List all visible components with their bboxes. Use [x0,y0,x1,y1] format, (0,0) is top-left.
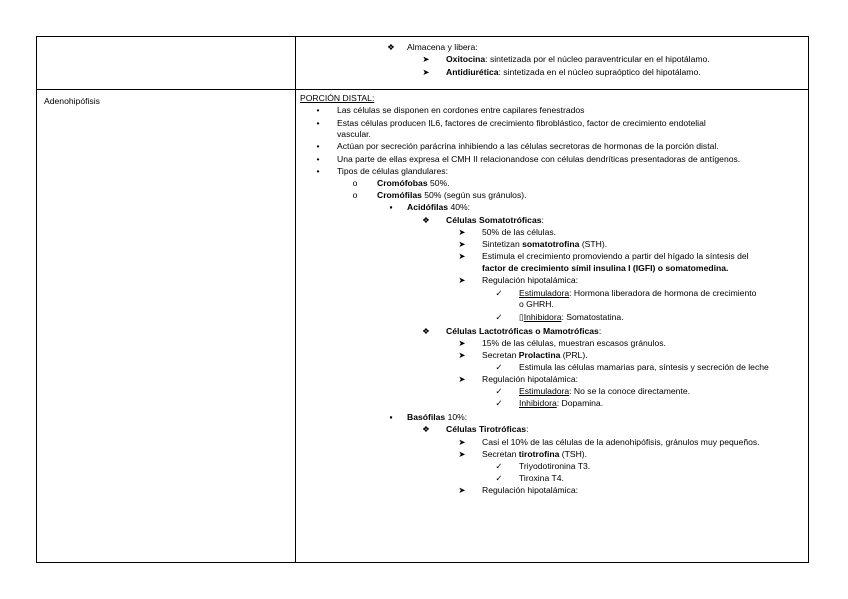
text-segment: 10%: [445,412,468,422]
text-segment: Secretan [482,350,519,360]
row-label-adenohipofisis: Adenohipófisis [44,96,100,106]
bullet-icon: ▪ [389,202,393,212]
column-divider [295,37,296,562]
bullet-icon: ❖ [387,42,395,52]
text-segment: : [598,326,602,336]
text-segment: Tiroxina T4. [519,473,564,483]
content-line [482,350,588,361]
content-line [407,42,478,53]
text-segment: Regulación hipotalámica: [482,275,579,285]
content-line [337,118,706,129]
bullet-icon: ➤ [422,67,430,77]
content-line [482,263,728,274]
bullet-icon: ✓ [495,398,503,408]
content-line [482,485,578,496]
content-line [482,275,578,286]
content-line [407,202,470,213]
bullet-icon: • [316,105,320,115]
content-line [446,215,544,226]
text-segment: Las células se disponen en cordones entre capilares fenestrados [337,105,585,115]
bullet-icon: ✓ [495,312,503,322]
text-segment: Secretan [482,449,519,459]
content-line [519,398,603,409]
bullet-icon: ➤ [458,239,466,249]
text-segment: Cromófobas [377,178,428,188]
bullet-icon: ❖ [422,424,430,434]
text-segment: : [541,215,544,225]
text-segment: Células Lactotróficas o Mamotróficas [446,326,599,336]
content-line [446,424,528,435]
content-line [519,299,554,310]
text-segment: (PRL). [560,350,588,360]
bullet-icon: o [352,190,358,200]
bullet-icon: ➤ [458,485,466,495]
text-segment: tirotrofina [518,449,560,459]
text-segment: Cromófilas [377,190,422,200]
text-segment: Estimula las células mamarias para, síntesis y secreción de leche [519,362,769,372]
content-line [482,374,578,385]
text-segment: Estimuladora [519,386,570,396]
text-segment: Una parte de ellas expresa el CMH II relacionandose con células dendríticas presentadoras de antígenos. [337,154,741,164]
bullet-icon: ✓ [495,461,503,471]
bullet-icon: o [352,178,358,188]
text-segment: : Dopamina. [556,398,604,408]
text-segment: Regulación hipotalámica: [482,374,579,384]
bullet-icon: ✓ [495,288,503,298]
bullet-icon: ✓ [495,386,503,396]
bullet-icon: ❖ [422,326,430,336]
text-segment: Inhibidora [523,312,562,322]
content-line [482,449,587,460]
bullet-icon: ▪ [389,412,393,422]
text-segment: Estas células producen IL6, factores de crecimiento fibroblástico, factor de crecimiento endotelial [337,118,706,128]
bullet-icon: • [316,118,320,128]
bullet-icon: ❖ [422,215,430,225]
text-segment: 40%: [448,202,471,212]
text-segment: 15% de las células, muestran escasos gránulos. [482,338,666,348]
text-segment: Casi el 10% de las células de la adenohipófisis, gránulos muy pequeños. [482,437,760,447]
text-segment: : [526,424,529,434]
bullet-icon: ✓ [495,362,503,372]
text-segment: Almacena y libera: [407,42,478,52]
text-segment: 50% (según sus gránulos). [421,190,527,200]
content-line [446,54,710,65]
bullet-icon: ➤ [458,275,466,285]
bullet-icon: • [316,154,320,164]
bullet-icon: ➤ [458,374,466,384]
content-line [337,141,719,152]
bullet-icon: • [316,166,320,176]
text-segment: Antidiurética [446,67,499,77]
bullet-icon: ✓ [495,473,503,483]
content-line [482,227,556,238]
content-line [337,105,584,116]
content-line [482,437,760,448]
content-line [519,288,756,299]
text-segment: Triyodotironina T3. [519,461,591,471]
text-segment: : sintetizada por el núcleo paraventricular en el hipotálamo. [485,54,710,64]
content-line [300,93,374,104]
text-segment: Acidófilas [407,202,449,212]
content-line [407,412,467,423]
text-segment: o GHRH. [519,299,554,309]
content-line [337,166,448,177]
bullet-icon: ➤ [458,437,466,447]
text-segment: ▯ [519,312,524,322]
text-segment: vascular. [337,129,371,139]
text-segment: (TSH). [559,449,588,459]
text-segment: Células Somatotróficas [446,215,542,225]
content-line [519,362,769,373]
text-segment: Tipos de células glandulares: [337,166,448,176]
content-line [446,326,601,337]
text-segment: : No se la conoce directamente. [569,386,691,396]
content-line [482,251,749,262]
text-segment: Prolactina [518,350,561,360]
row-divider [37,89,808,90]
bullet-icon: ➤ [458,338,466,348]
content-line [377,190,527,201]
text-segment: somatotrofina [522,239,580,249]
text-segment: factor de crecimiento símil insulina I (IGFI) o somatomedina. [482,263,729,273]
bullet-icon: ➤ [458,350,466,360]
content-line [446,67,701,78]
text-segment: : Hormona liberadora de hormona de crecimiento [569,288,757,298]
text-segment: PORCIÓN DISTAL: [300,93,375,103]
text-segment: Basófilas [407,412,446,422]
content-line [377,178,450,189]
text-segment: 50% de las células. [482,227,557,237]
text-segment: Sintetizan [482,239,523,249]
bullet-icon: ➤ [422,54,430,64]
text-segment: Estimula el crecimiento promoviendo a partir del hígado la síntesis del [482,251,749,261]
bullet-icon: ➤ [458,227,466,237]
text-segment: 50%. [427,178,450,188]
text-segment: Estimuladora [519,288,570,298]
content-line [519,473,564,484]
bullet-icon: • [316,141,320,151]
text-segment: Actúan por secreción parácrina inhibiendo a las células secretoras de hormonas de la porción distal. [337,141,719,151]
text-segment: Regulación hipotalámica: [482,485,579,495]
text-segment: Oxitocina [446,54,486,64]
text-segment: : Somatostatina. [561,312,624,322]
bullet-icon: ➤ [458,449,466,459]
content-line [519,386,690,397]
content-line [519,312,624,323]
content-line [337,154,740,165]
document-table [36,36,809,563]
text-segment: Inhibidora [519,398,557,408]
bullet-icon: ➤ [458,251,466,261]
content-line [519,461,590,472]
content-line [482,239,607,250]
text-segment: Células Tirotróficas [446,424,527,434]
content-line [482,338,666,349]
text-segment: (STH). [579,239,608,249]
text-segment: : sintetizada en el núcleo supraóptico del hipotálamo. [498,67,701,77]
content-line [337,129,371,140]
